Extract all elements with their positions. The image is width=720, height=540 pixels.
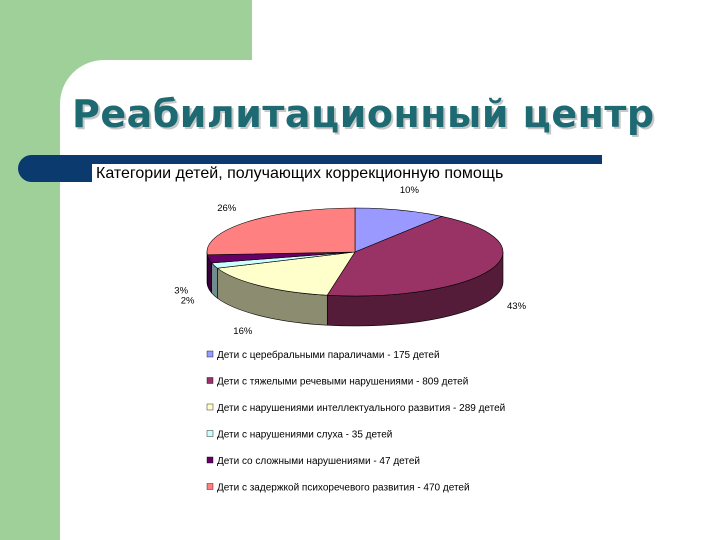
legend-swatch-2 (207, 404, 213, 410)
pie-value-label-5: 26% (217, 202, 237, 214)
pie-value-label-1: 43% (507, 301, 527, 313)
legend-label-5: Дети с задержкой психоречевого развития - 470 детей (217, 482, 470, 494)
pie-value-label-2: 16% (233, 325, 253, 337)
pie-value-label-4: 3% (174, 285, 189, 297)
legend-label-4: Дети со сложными нарушениями - 47 детей (217, 456, 421, 467)
pie-slice-side-3 (212, 263, 218, 298)
pie-value-label-3: 2% (180, 295, 195, 307)
legend-swatch-4 (207, 457, 213, 463)
legend-swatch-3 (207, 431, 213, 437)
chart-subtitle: Категории детей, получающих коррекционную помощь (92, 164, 602, 190)
legend-swatch-5 (207, 484, 213, 490)
pie-slice-5 (207, 208, 355, 255)
slide-title: Реабилитационный центр (72, 92, 655, 136)
legend-swatch-0 (207, 351, 213, 357)
legend-label-2: Дети с нарушениями интеллектуального развития - 289 детей (217, 403, 506, 414)
legend-label-3: Дети с нарушениями слуха - 35 детей (217, 429, 393, 441)
pie-value-label-0: 10% (399, 185, 419, 197)
legend-label-1: Дети с тяжелыми речевыми нарушениями - 809 детей (217, 376, 469, 388)
legend-swatch-1 (207, 378, 213, 384)
legend-label-0: Дети с церебральными параличами - 175 детей (217, 350, 440, 361)
